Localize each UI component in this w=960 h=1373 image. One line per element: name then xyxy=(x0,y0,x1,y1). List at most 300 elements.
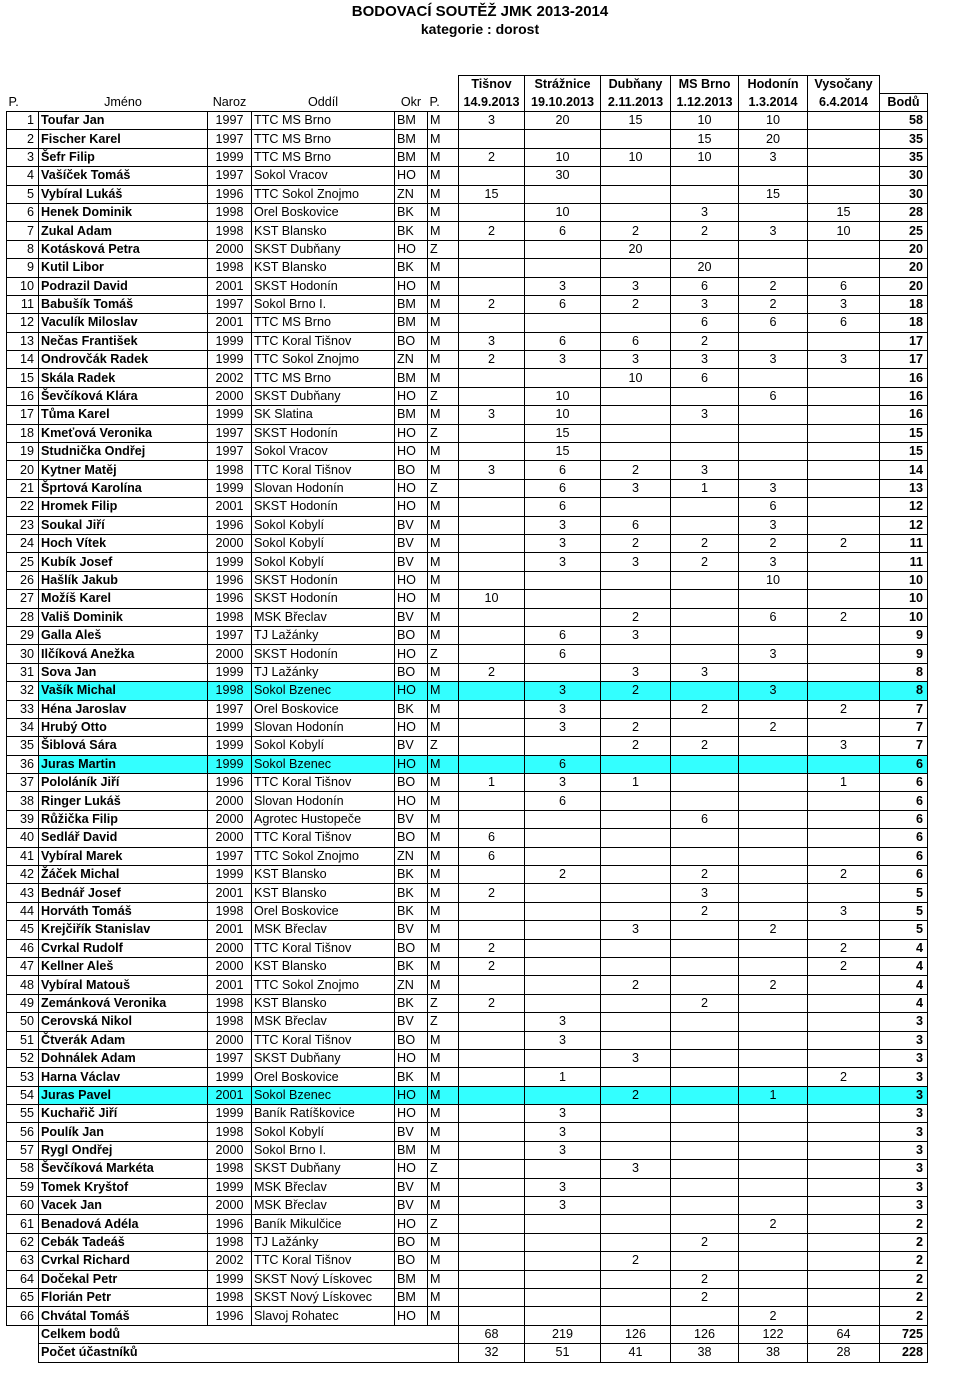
summary-total: 725 xyxy=(880,1325,928,1343)
score-cell: 6 xyxy=(525,498,601,516)
score-cell xyxy=(459,1197,525,1215)
score-cell xyxy=(525,994,601,1012)
name-cell: Šiblová Sára xyxy=(39,737,208,755)
name-cell: Fischer Karel xyxy=(39,130,208,148)
district-cell: HO xyxy=(395,792,428,810)
club-cell: KST Blansko xyxy=(252,866,395,884)
score-cell: 6 xyxy=(671,314,739,332)
gender-cell: M xyxy=(428,774,459,792)
club-cell: Slovan Hodonín xyxy=(252,792,395,810)
rank-cell: 5 xyxy=(7,185,39,203)
score-cell xyxy=(671,498,739,516)
club-cell: SKST Hodonín xyxy=(252,277,395,295)
score-cell: 6 xyxy=(525,479,601,497)
score-cell xyxy=(808,626,880,644)
club-cell: TTC MS Brno xyxy=(252,314,395,332)
gender-cell: M xyxy=(428,1270,459,1288)
score-cell: 6 xyxy=(525,755,601,773)
gender-cell: M xyxy=(428,516,459,534)
name-cell: Vacek Jan xyxy=(39,1197,208,1215)
score-cell: 3 xyxy=(525,1013,601,1031)
rank-cell: 39 xyxy=(7,810,39,828)
gender-cell: M xyxy=(428,1031,459,1049)
table-row xyxy=(7,1178,928,1196)
score-cell: 3 xyxy=(601,626,671,644)
score-cell: 3 xyxy=(808,902,880,920)
header-row-places xyxy=(7,76,928,94)
score-cell xyxy=(739,1013,808,1031)
summary-value: 28 xyxy=(808,1344,880,1362)
gender-cell: M xyxy=(428,406,459,424)
name-cell: Bednář Josef xyxy=(39,884,208,902)
year-cell: 1999 xyxy=(208,718,252,736)
score-cell: 2 xyxy=(601,534,671,552)
rank-cell: 30 xyxy=(7,645,39,663)
score-cell xyxy=(671,443,739,461)
score-cell xyxy=(808,1307,880,1325)
gender-cell: Z xyxy=(428,645,459,663)
score-cell: 6 xyxy=(525,626,601,644)
table-row xyxy=(7,1270,928,1288)
summary-row xyxy=(7,1325,928,1343)
score-cell xyxy=(739,626,808,644)
rank-cell: 47 xyxy=(7,957,39,975)
score-cell: 1 xyxy=(671,479,739,497)
score-cell xyxy=(459,1086,525,1104)
score-cell: 3 xyxy=(808,737,880,755)
score-cell xyxy=(601,994,671,1012)
district-cell: BM xyxy=(395,1270,428,1288)
score-cell: 10 xyxy=(671,112,739,130)
score-cell xyxy=(525,314,601,332)
year-cell: 2000 xyxy=(208,240,252,258)
score-cell xyxy=(459,424,525,442)
summary-spacer xyxy=(7,1325,39,1343)
rank-cell: 55 xyxy=(7,1105,39,1123)
score-cell xyxy=(459,479,525,497)
district-cell: BV xyxy=(395,553,428,571)
score-cell xyxy=(459,682,525,700)
gender-cell: M xyxy=(428,1086,459,1104)
name-cell: Hoch Vítek xyxy=(39,534,208,552)
gender-cell: M xyxy=(428,1252,459,1270)
gender-cell: M xyxy=(428,866,459,884)
score-cell xyxy=(808,259,880,277)
name-cell: Cvrkal Rudolf xyxy=(39,939,208,957)
score-cell: 2 xyxy=(459,148,525,166)
score-cell xyxy=(525,571,601,589)
club-cell: Sokol Kobylí xyxy=(252,553,395,571)
summary-total: 228 xyxy=(880,1344,928,1362)
summary-value: 64 xyxy=(808,1325,880,1343)
district-cell: HO xyxy=(395,755,428,773)
score-cell: 1 xyxy=(739,1086,808,1104)
rank-cell: 9 xyxy=(7,259,39,277)
gender-cell: M xyxy=(428,847,459,865)
score-cell xyxy=(808,553,880,571)
score-cell: 10 xyxy=(739,112,808,130)
rank-cell: 16 xyxy=(7,387,39,405)
club-cell: Slovan Hodonín xyxy=(252,718,395,736)
club-cell: Slavoj Rohatec xyxy=(252,1307,395,1325)
rank-cell: 10 xyxy=(7,277,39,295)
table-row xyxy=(7,608,928,626)
name-cell: Tůma Karel xyxy=(39,406,208,424)
total-cell: 17 xyxy=(880,332,928,350)
club-cell: Orel Boskovice xyxy=(252,902,395,920)
rank-cell: 46 xyxy=(7,939,39,957)
name-cell: Hrubý Otto xyxy=(39,718,208,736)
district-cell: HO xyxy=(395,590,428,608)
score-cell: 3 xyxy=(525,351,601,369)
gender-cell: M xyxy=(428,1307,459,1325)
score-cell: 2 xyxy=(601,718,671,736)
score-cell xyxy=(601,1141,671,1159)
score-cell: 3 xyxy=(601,277,671,295)
score-cell xyxy=(601,1013,671,1031)
summary-value: 32 xyxy=(459,1344,525,1362)
score-cell xyxy=(525,1086,601,1104)
club-cell: SKST Dubňany xyxy=(252,1049,395,1067)
score-cell xyxy=(671,774,739,792)
score-cell: 15 xyxy=(459,185,525,203)
score-cell xyxy=(808,718,880,736)
score-cell xyxy=(459,1013,525,1031)
year-cell: 1999 xyxy=(208,406,252,424)
name-cell: Kubík Josef xyxy=(39,553,208,571)
name-cell: Kutil Libor xyxy=(39,259,208,277)
score-cell xyxy=(601,590,671,608)
district-cell: BK xyxy=(395,957,428,975)
year-cell: 2000 xyxy=(208,387,252,405)
score-cell: 2 xyxy=(525,866,601,884)
year-cell: 1998 xyxy=(208,994,252,1012)
score-cell xyxy=(808,1105,880,1123)
club-cell: TTC Koral Tišnov xyxy=(252,332,395,350)
district-cell: HO xyxy=(395,424,428,442)
score-cell xyxy=(525,663,601,681)
total-cell: 4 xyxy=(880,994,928,1012)
total-cell: 28 xyxy=(880,203,928,221)
score-cell xyxy=(671,1068,739,1086)
score-cell xyxy=(739,1031,808,1049)
score-cell xyxy=(671,387,739,405)
year-cell: 1999 xyxy=(208,1178,252,1196)
score-cell xyxy=(739,1197,808,1215)
score-cell: 2 xyxy=(808,939,880,957)
gender-cell: M xyxy=(428,1068,459,1086)
score-cell xyxy=(525,1289,601,1307)
name-cell: Vybíral Marek xyxy=(39,847,208,865)
name-cell: Babušík Tomáš xyxy=(39,295,208,313)
score-cell xyxy=(525,810,601,828)
district-cell: BO xyxy=(395,663,428,681)
score-cell xyxy=(459,571,525,589)
name-cell: Možíš Karel xyxy=(39,590,208,608)
table-row xyxy=(7,774,928,792)
score-cell: 3 xyxy=(671,203,739,221)
year-cell: 1996 xyxy=(208,774,252,792)
total-cell: 2 xyxy=(880,1233,928,1251)
district-cell: BK xyxy=(395,700,428,718)
district-cell: ZN xyxy=(395,847,428,865)
score-cell xyxy=(808,1086,880,1104)
club-cell: MSK Břeclav xyxy=(252,1178,395,1196)
score-cell xyxy=(525,1307,601,1325)
score-cell xyxy=(739,939,808,957)
score-cell xyxy=(808,1289,880,1307)
year-cell: 1999 xyxy=(208,866,252,884)
district-cell: BV xyxy=(395,810,428,828)
district-cell: ZN xyxy=(395,351,428,369)
club-cell: TTC Koral Tišnov xyxy=(252,829,395,847)
score-cell xyxy=(601,498,671,516)
score-cell xyxy=(739,774,808,792)
name-cell: Florián Petr xyxy=(39,1289,208,1307)
rank-cell: 45 xyxy=(7,921,39,939)
table-row xyxy=(7,663,928,681)
score-cell xyxy=(671,1086,739,1104)
score-cell: 2 xyxy=(808,866,880,884)
col-header-position: P. xyxy=(7,94,39,112)
gender-cell: M xyxy=(428,295,459,313)
year-cell: 2001 xyxy=(208,498,252,516)
summary-value: 126 xyxy=(671,1325,739,1343)
score-cell xyxy=(459,1270,525,1288)
rank-cell: 1 xyxy=(7,112,39,130)
score-cell xyxy=(808,1197,880,1215)
table-row xyxy=(7,1086,928,1104)
score-cell: 3 xyxy=(525,1105,601,1123)
score-cell xyxy=(671,516,739,534)
table-row xyxy=(7,479,928,497)
score-cell xyxy=(739,461,808,479)
score-cell xyxy=(808,810,880,828)
score-cell: 2 xyxy=(601,1086,671,1104)
total-cell: 3 xyxy=(880,1068,928,1086)
summary-value: 38 xyxy=(739,1344,808,1362)
score-cell: 1 xyxy=(601,774,671,792)
score-cell xyxy=(601,424,671,442)
club-cell: TTC MS Brno xyxy=(252,130,395,148)
score-cell xyxy=(459,1141,525,1159)
score-cell xyxy=(459,718,525,736)
score-cell: 2 xyxy=(739,718,808,736)
score-cell xyxy=(671,682,739,700)
score-cell xyxy=(601,957,671,975)
score-cell: 3 xyxy=(525,700,601,718)
year-cell: 2001 xyxy=(208,314,252,332)
district-cell: BV xyxy=(395,1013,428,1031)
district-cell: BO xyxy=(395,774,428,792)
table-row xyxy=(7,1013,928,1031)
score-cell: 3 xyxy=(601,921,671,939)
score-cell xyxy=(601,700,671,718)
score-cell: 2 xyxy=(808,957,880,975)
score-cell: 10 xyxy=(601,369,671,387)
total-cell: 5 xyxy=(880,921,928,939)
year-cell: 2001 xyxy=(208,976,252,994)
score-cell: 3 xyxy=(459,406,525,424)
score-cell: 3 xyxy=(601,479,671,497)
club-cell: Sokol Vracov xyxy=(252,167,395,185)
rank-cell: 54 xyxy=(7,1086,39,1104)
total-cell: 6 xyxy=(880,810,928,828)
score-cell: 2 xyxy=(671,994,739,1012)
score-cell xyxy=(808,571,880,589)
name-cell: Cerovská Nikol xyxy=(39,1013,208,1031)
rank-cell: 8 xyxy=(7,240,39,258)
district-cell: HO xyxy=(395,682,428,700)
score-cell xyxy=(459,1123,525,1141)
score-cell xyxy=(739,1123,808,1141)
score-cell xyxy=(459,443,525,461)
rank-cell: 35 xyxy=(7,737,39,755)
score-cell xyxy=(739,810,808,828)
total-cell: 6 xyxy=(880,755,928,773)
score-cell: 2 xyxy=(739,1307,808,1325)
score-cell: 3 xyxy=(808,295,880,313)
score-cell xyxy=(671,240,739,258)
rank-cell: 49 xyxy=(7,994,39,1012)
score-cell xyxy=(671,976,739,994)
score-cell xyxy=(601,387,671,405)
score-cell xyxy=(739,590,808,608)
score-cell xyxy=(525,590,601,608)
year-cell: 1999 xyxy=(208,1105,252,1123)
gender-cell: M xyxy=(428,884,459,902)
total-cell: 15 xyxy=(880,424,928,442)
name-cell: Ilčíková Anežka xyxy=(39,645,208,663)
rank-cell: 41 xyxy=(7,847,39,865)
total-cell: 35 xyxy=(880,130,928,148)
score-cell xyxy=(459,976,525,994)
club-cell: SKST Hodonín xyxy=(252,424,395,442)
district-cell: BM xyxy=(395,314,428,332)
table-row xyxy=(7,185,928,203)
name-cell: Vališ Dominik xyxy=(39,608,208,626)
score-cell xyxy=(808,1049,880,1067)
score-cell xyxy=(459,1289,525,1307)
score-cell xyxy=(739,847,808,865)
score-cell: 6 xyxy=(808,314,880,332)
score-cell: 1 xyxy=(808,774,880,792)
score-cell xyxy=(671,626,739,644)
district-cell: HO xyxy=(395,718,428,736)
gender-cell: M xyxy=(428,663,459,681)
score-cell: 6 xyxy=(739,314,808,332)
score-cell xyxy=(459,277,525,295)
table-row xyxy=(7,737,928,755)
score-cell xyxy=(671,1197,739,1215)
score-cell: 6 xyxy=(459,847,525,865)
rank-cell: 58 xyxy=(7,1160,39,1178)
competition-date: 19.10.2013 xyxy=(525,94,601,112)
gender-cell: M xyxy=(428,626,459,644)
score-cell xyxy=(601,1215,671,1233)
competition-date: 2.11.2013 xyxy=(601,94,671,112)
score-cell xyxy=(671,590,739,608)
table-row xyxy=(7,939,928,957)
total-cell: 6 xyxy=(880,829,928,847)
score-cell xyxy=(808,976,880,994)
col-header-year: Naroz xyxy=(208,94,252,112)
name-cell: Juras Pavel xyxy=(39,1086,208,1104)
gender-cell: Z xyxy=(428,240,459,258)
score-cell: 3 xyxy=(525,534,601,552)
total-cell: 20 xyxy=(880,240,928,258)
total-cell: 30 xyxy=(880,167,928,185)
year-cell: 1997 xyxy=(208,847,252,865)
district-cell: BO xyxy=(395,939,428,957)
score-cell: 1 xyxy=(525,1068,601,1086)
score-cell: 3 xyxy=(739,222,808,240)
score-cell: 3 xyxy=(671,351,739,369)
score-cell xyxy=(808,1233,880,1251)
score-cell xyxy=(601,866,671,884)
score-cell xyxy=(459,1252,525,1270)
score-cell xyxy=(601,902,671,920)
year-cell: 1998 xyxy=(208,203,252,221)
score-cell xyxy=(459,755,525,773)
score-cell xyxy=(671,1105,739,1123)
score-cell: 3 xyxy=(601,1160,671,1178)
score-cell: 2 xyxy=(459,994,525,1012)
competition-date: 1.3.2014 xyxy=(739,94,808,112)
summary-value: 126 xyxy=(601,1325,671,1343)
table-row xyxy=(7,443,928,461)
score-cell xyxy=(808,884,880,902)
total-cell: 2 xyxy=(880,1289,928,1307)
year-cell: 2000 xyxy=(208,939,252,957)
score-cell xyxy=(459,608,525,626)
table-row xyxy=(7,810,928,828)
score-cell xyxy=(671,755,739,773)
score-cell xyxy=(671,1141,739,1159)
rank-cell: 22 xyxy=(7,498,39,516)
district-cell: BK xyxy=(395,902,428,920)
score-cell xyxy=(739,1105,808,1123)
name-cell: Čtverák Adam xyxy=(39,1031,208,1049)
table-row xyxy=(7,516,928,534)
name-cell: Kmeťová Veronika xyxy=(39,424,208,442)
name-cell: Harna Václav xyxy=(39,1068,208,1086)
score-cell xyxy=(525,976,601,994)
table-row xyxy=(7,203,928,221)
score-cell: 2 xyxy=(739,534,808,552)
gender-cell: M xyxy=(428,921,459,939)
score-cell xyxy=(601,1031,671,1049)
score-cell xyxy=(459,1105,525,1123)
gender-cell: Z xyxy=(428,1215,459,1233)
district-cell: BO xyxy=(395,461,428,479)
score-cell xyxy=(601,1307,671,1325)
total-cell: 3 xyxy=(880,1123,928,1141)
score-cell xyxy=(739,1233,808,1251)
year-cell: 1996 xyxy=(208,1307,252,1325)
score-cell xyxy=(739,1252,808,1270)
total-cell: 16 xyxy=(880,387,928,405)
district-cell: BM xyxy=(395,369,428,387)
summary-value: 68 xyxy=(459,1325,525,1343)
score-cell: 20 xyxy=(601,240,671,258)
score-cell: 6 xyxy=(525,461,601,479)
name-cell: Pololáník Jiří xyxy=(39,774,208,792)
club-cell: SKST Hodonín xyxy=(252,571,395,589)
year-cell: 2000 xyxy=(208,1031,252,1049)
score-cell: 3 xyxy=(459,332,525,350)
score-cell xyxy=(739,369,808,387)
